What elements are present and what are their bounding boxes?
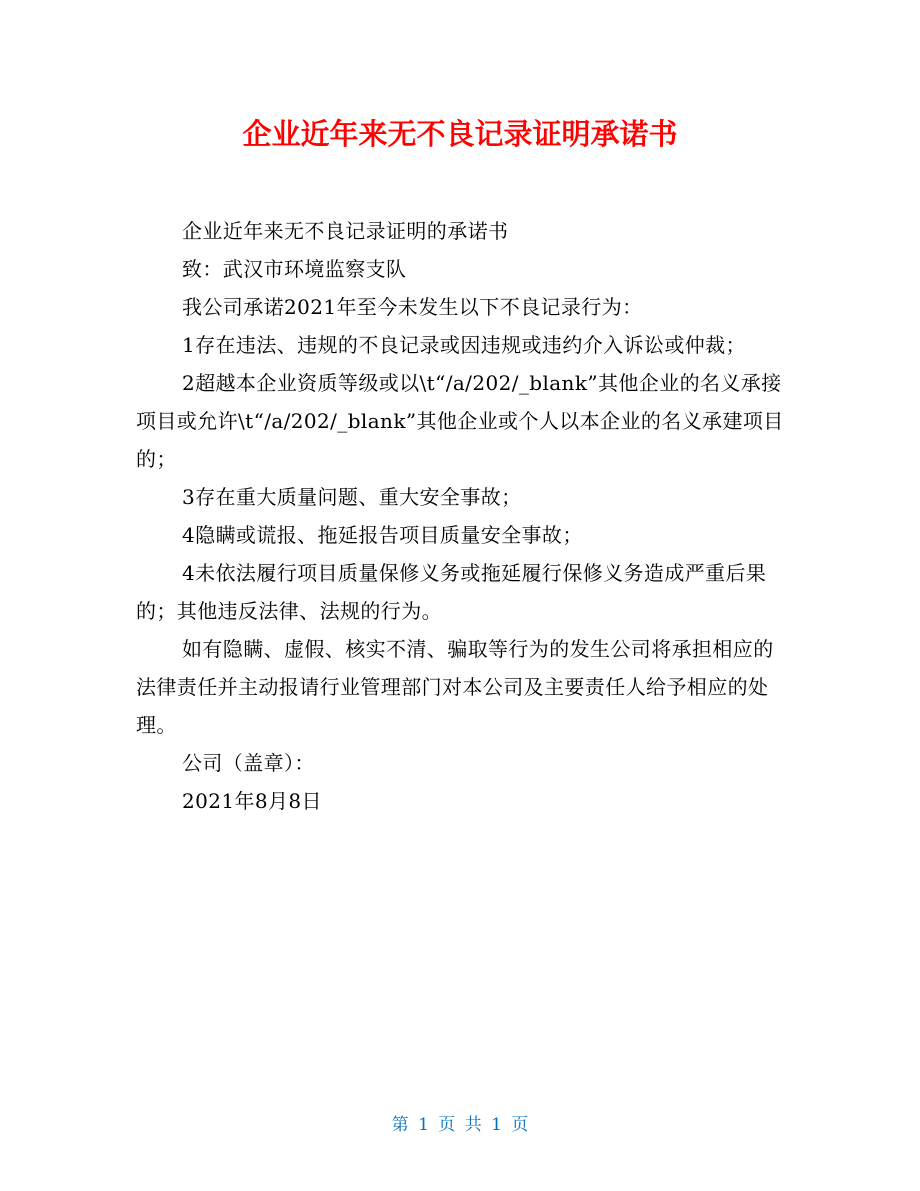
paragraph-item-1: 1存在违法、违规的不良记录或因违规或违约介入诉讼或仲裁； — [182, 333, 746, 357]
paragraph-date: 2021年8月8日 — [182, 789, 322, 813]
paragraph-commitment-intro: 我公司承诺2021年至今未发生以下不良记录行为： — [182, 295, 643, 319]
paragraph-company-seal: 公司（盖章）： — [182, 751, 315, 775]
paragraph-item-3: 3存在重大质量问题、重大安全事故； — [182, 485, 522, 509]
page-footer: 第 1 页 共 1 页 — [391, 1115, 529, 1135]
document-title: 企业近年来无不良记录证明承诺书 — [242, 117, 678, 151]
paragraph-item-2: 2超越本企业资质等级或以\t“/a/202/_blank”其他企业的名义承接项目或允许\t“/a/202/_blank”其他企业或个人以本企业的名义承建项目的； — [136, 371, 784, 471]
paragraph-item-4a: 4隐瞒或谎报、拖延报告项目质量安全事故； — [182, 523, 583, 547]
paragraph-heading: 企业近年来无不良记录证明的承诺书 — [182, 219, 509, 243]
paragraph-liability: 如有隐瞒、虚假、核实不清、骗取等行为的发生公司将承担相应的法律责任并主动报请行业管理部门对本公司及主要责任人给予相应的处理。 — [136, 637, 774, 737]
document-body — [136, 212, 784, 820]
paragraph-recipient: 致：武汉市环境监察支队 — [182, 257, 407, 281]
paragraph-item-4b: 4未依法履行项目质量保修义务或拖延履行保修义务造成严重后果的；其他违反法律、法规的行为。 — [136, 561, 767, 623]
